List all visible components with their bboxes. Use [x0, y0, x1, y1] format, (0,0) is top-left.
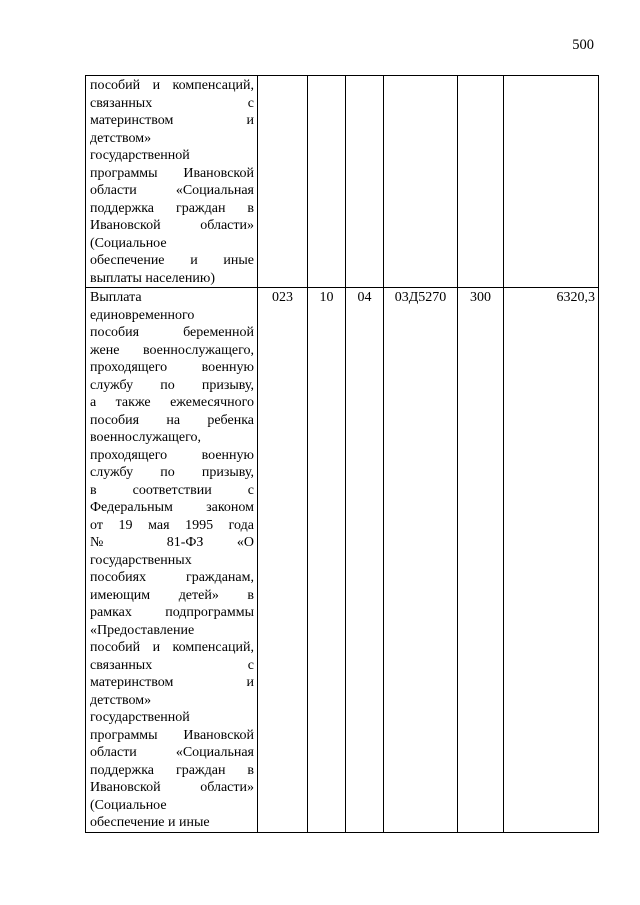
text-line: связанных с: [90, 657, 254, 673]
text-line: Ивановской области»: [90, 780, 254, 795]
expense-type-cell: [458, 76, 504, 288]
text-line: пособий и компенсаций,: [90, 640, 254, 655]
table-row: [86, 288, 599, 833]
text-line: государственной: [90, 148, 190, 163]
expense-name-cell: [86, 288, 258, 833]
text-line: материнством и: [90, 113, 254, 128]
text-line: проходящего военную: [90, 447, 254, 463]
text-line: обеспечение и иные: [90, 815, 210, 830]
amount-cell: [504, 76, 599, 288]
text-line: пособиях гражданам,: [90, 570, 254, 585]
subsection-code-cell: [346, 76, 384, 288]
text-line: пособия беременной: [90, 325, 254, 340]
expense-name-text: [90, 289, 254, 832]
text-line: имеющим детей» в: [90, 587, 254, 603]
text-line: области «Социальная: [90, 745, 254, 760]
expense-name-cell: [86, 76, 258, 288]
expense-name-text: [90, 77, 254, 287]
text-line: в соответствии с: [90, 482, 254, 498]
admin-code-cell: [258, 76, 308, 288]
text-line: пособий и компенсаций,: [90, 78, 254, 93]
table-row: [86, 76, 599, 288]
text-line: военнослужащего,: [90, 430, 202, 445]
text-line: программы Ивановской: [90, 727, 254, 743]
text-line: обеспечение и иные: [90, 253, 254, 268]
target-article-cell: 03Д5270: [384, 288, 458, 833]
section-code-cell: [308, 76, 346, 288]
section-code-cell: 10: [308, 288, 346, 833]
page-number: 500: [572, 37, 594, 53]
amount-cell: 6320,3: [504, 288, 599, 833]
text-line: связанных с: [90, 95, 254, 111]
text-line: жене военнослужащего,: [90, 342, 254, 358]
subsection-code-cell: 04: [346, 288, 384, 833]
text-line: государственной: [90, 710, 190, 725]
text-line: Ивановской области»: [90, 218, 254, 233]
text-line: рамках подпрограммы: [90, 605, 254, 620]
text-line: Выплата: [90, 290, 142, 305]
text-line: единовременного: [90, 307, 195, 323]
target-article-cell: [384, 76, 458, 288]
text-line: области «Социальная: [90, 183, 254, 198]
text-line: а также ежемесячного: [90, 395, 254, 410]
text-line: поддержка граждан в: [90, 200, 254, 216]
expense-type-cell: 300: [458, 288, 504, 833]
text-line: службу по призыву,: [90, 377, 254, 393]
text-line: программы Ивановской: [90, 165, 254, 181]
text-line: службу по призыву,: [90, 465, 254, 480]
text-line: детством»: [90, 692, 152, 708]
text-line: (Социальное: [90, 797, 167, 813]
text-line: материнством и: [90, 675, 254, 690]
text-line: детством»: [90, 130, 152, 146]
text-line: пособия на ребенка: [90, 412, 254, 428]
admin-code-cell: 023: [258, 288, 308, 833]
budget-table: [85, 75, 599, 833]
text-line: «Предоставление: [90, 622, 195, 638]
text-line: государственных: [90, 552, 192, 568]
text-line: № 81-ФЗ «О: [90, 535, 254, 550]
text-line: поддержка граждан в: [90, 762, 254, 778]
text-line: от 19 мая 1995 года: [90, 517, 254, 533]
text-line: Федеральным законом: [90, 500, 254, 515]
text-line: выплаты населению): [90, 270, 215, 286]
text-line: проходящего военную: [90, 360, 254, 375]
text-line: (Социальное: [90, 235, 167, 251]
